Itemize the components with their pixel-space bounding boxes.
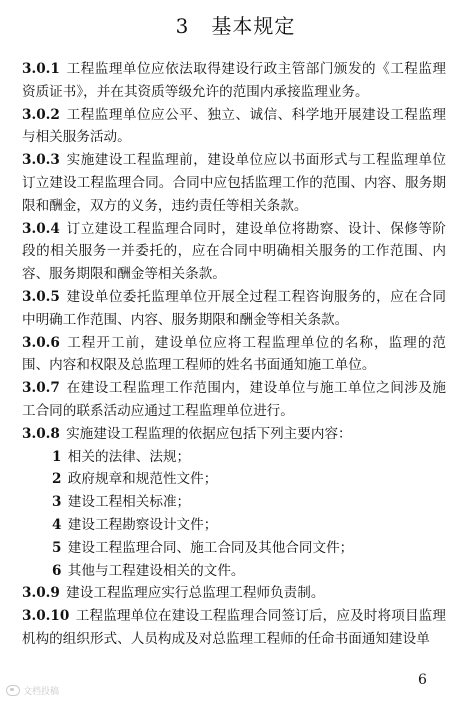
item-number: 3 (52, 494, 62, 511)
clause-3-0-2 (22, 104, 446, 150)
watermark (6, 684, 59, 697)
clause-text: 在建设工程监理工作范围内，建设单位与施工单位之间涉及施工合同的联系活动应通过工程监理单位进行。 (22, 380, 446, 419)
item-number: 4 (52, 516, 62, 533)
clause-3-0-4 (22, 218, 446, 286)
basis-item-3 (22, 491, 446, 514)
item-text: 其他与工程建设相关的文件。 (63, 562, 245, 579)
clause-3-0-5 (22, 286, 446, 332)
clause-number: 3.0.4 (22, 220, 60, 237)
clause-text: 工程监理单位应依法取得建设行政主管部门颁发的《工程监理资质证书》，并在其资质等级允许的范围内承接监理业务。 (22, 61, 446, 100)
item-number: 6 (52, 562, 62, 579)
item-number: 5 (52, 539, 62, 556)
item-number: 2 (52, 471, 62, 488)
basis-item-4 (22, 514, 446, 537)
clause-text: 建设工程监理应实行总监理工程师负责制。 (61, 585, 325, 602)
item-text: 建设工程勘察设计文件； (63, 516, 218, 533)
chapter-heading (0, 10, 471, 39)
clause-text: 建设单位委托监理单位开展全过程工程咨询服务的，应在合同中明确工作范围、内容、服务期限和酬金等相关条款。 (22, 288, 446, 328)
item-number: 1 (52, 448, 62, 465)
clause-number: 3.0.5 (22, 288, 60, 305)
body-text (22, 58, 446, 651)
basis-item-1 (22, 446, 446, 469)
watermark-logo-icon (6, 685, 20, 696)
item-text: 政府规章和规范性文件； (63, 471, 218, 488)
page-number: 6 (418, 672, 427, 688)
basis-item-6 (22, 560, 446, 583)
item-text: 建设工程相关标准； (63, 494, 191, 511)
clause-text: 实施建设工程监理前，建设单位应以书面形式与工程监理单位订立建设工程监理合同。合同中应包括监理工作的范围、内容、服务期限和酬金，双方的义务，违约责任等相关条款。 (22, 152, 446, 214)
basis-item-5 (22, 537, 446, 560)
clause-number: 3.0.6 (22, 334, 60, 351)
clause-3-0-3 (22, 149, 446, 217)
clause-3-0-1 (22, 58, 446, 104)
clause-text: 订立建设工程监理合同时，建设单位将勘察、设计、保修等阶段的相关服务一并委托的，应在合同中明确相关服务的工作范围、内容、服务期限和酬金等相关条款。 (22, 220, 446, 283)
clause-3-0-9 (22, 582, 446, 605)
clause-text: 实施建设工程监理的依据应包括下列主要内容： (61, 425, 352, 442)
clause-text: 工程监理单位应公平、独立、诚信、科学地开展建设工程监理与相关服务活动。 (22, 106, 446, 146)
clause-text: 工程开工前，建设单位应将工程监理单位的名称，监理的范围、内容和权限及总监理工程师的姓名书面通知施工单位。 (22, 334, 446, 374)
clause-3-0-8 (22, 423, 446, 446)
chapter-title: 基本规定 (211, 14, 296, 38)
clause-3-0-10 (22, 605, 446, 651)
clause-number: 3.0.3 (22, 152, 60, 169)
clause-3-0-6 (22, 332, 446, 378)
clause-number: 3.0.1 (22, 61, 60, 77)
chapter-number: 3 (175, 14, 190, 38)
item-text: 建设工程监理合同、施工合同及其他合同文件； (63, 539, 354, 556)
clause-number: 3.0.10 (22, 608, 70, 625)
clause-number: 3.0.9 (22, 585, 60, 602)
clause-number: 3.0.2 (22, 106, 60, 123)
clause-3-0-7 (22, 377, 446, 423)
clause-number: 3.0.7 (22, 380, 60, 397)
basis-item-2 (22, 468, 446, 491)
item-text: 相关的法律、法规； (63, 448, 191, 465)
watermark-text: 文档投稿 (23, 687, 60, 697)
clause-number: 3.0.8 (22, 425, 60, 442)
clause-text: 工程监理单位在建设工程监理合同签订后，应及时将项目监理机构的组织形式、人员构成及对总监理工程师的任命书面通知建设单 (22, 608, 446, 647)
